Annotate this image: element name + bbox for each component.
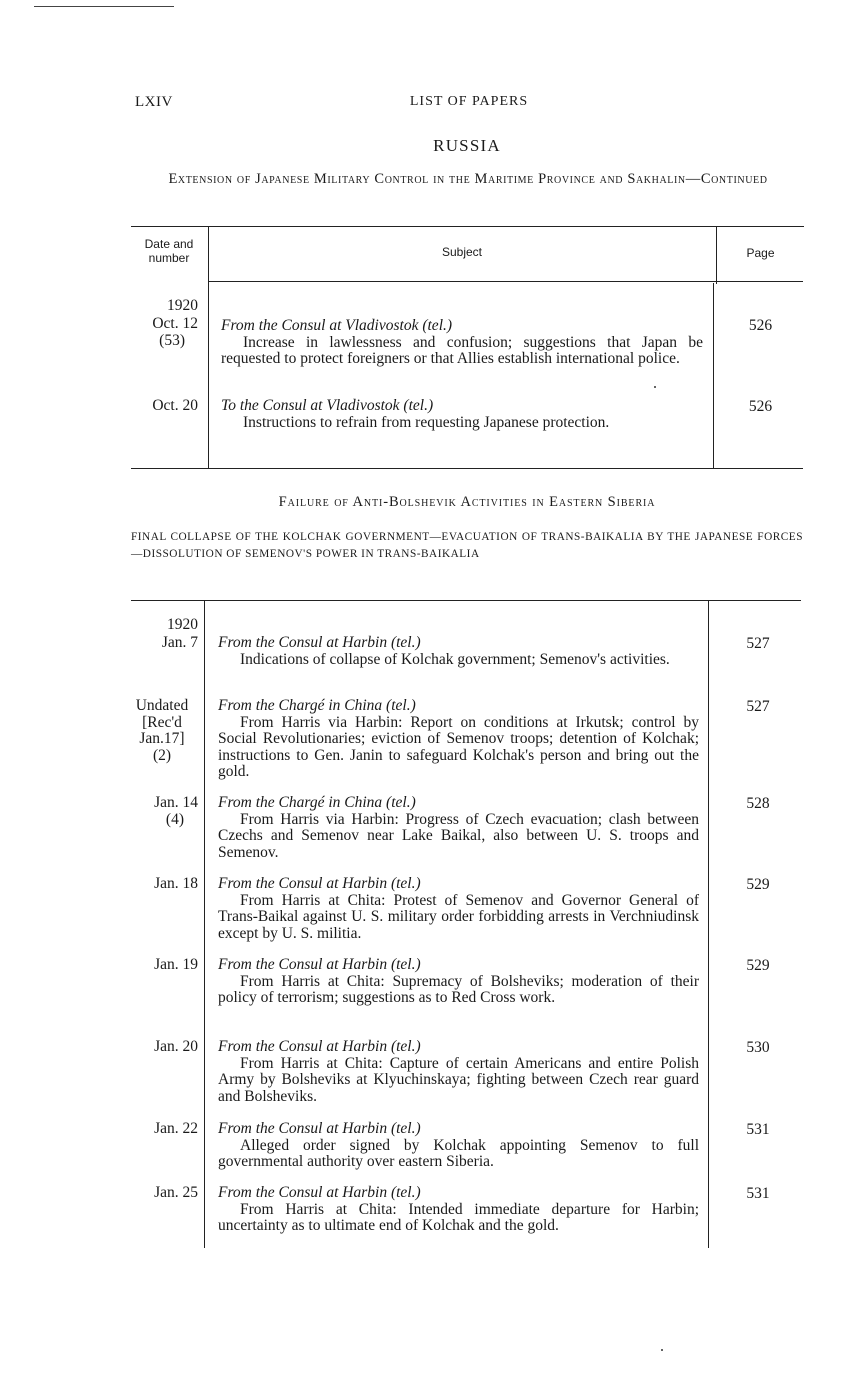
description: From Harris at Chita: Capture of certain Americans and entire Polish Army by Bolsheviks at Klyuchinskaya; fighting between Czech rear guard and Bolsheviks. [218,1054,699,1105]
table2-row6-date [126,1039,198,1056]
table2-row3-date [126,795,198,828]
sender: From the Consul at Harbin (tel.) [218,634,421,651]
speck [661,1349,663,1351]
header-date-number [131,237,207,265]
description: From Harris via Harbin: Report on conditions at Irkutsk; control by Social Revolutionaries; eviction of Semenov troops; detention of Kolchak; instructions to Gen. Janin to safeguard Kolchak's person and bring out the gold. [218,713,699,780]
sender: From the Chargé in China (tel.) [218,697,416,714]
table2-year: 1920 [167,616,198,633]
header-subject: Subject [441,245,483,259]
table1-bottom-rule [131,468,803,469]
description: From Harris at Chita: Supremacy of Bolsheviks; moderation of their policy of terrorism; suggestions as to Red Cross work. [218,972,699,1006]
table2-row8-date [126,1185,198,1202]
table2-row8-subject [218,1185,699,1235]
subsection-title: FINAL COLLAPSE OF THE KOLCHAK GOVERNMENT—EVACUATION OF TRANS-BAIKALIA BY THE JAPANESE FORCES—DISSOLUTION OF SEMENOV'S POWER IN TRANS-BAIKALIA [131,531,803,560]
table2-row7-subject [218,1121,699,1171]
table2-row5-page: 529 [746,957,770,974]
header-date-line2: number [148,251,190,265]
description: Alleged order signed by Kolchak appointing Semenov to full governmental authority over eastern Siberia. [218,1136,699,1170]
sender: From the Chargé in China (tel.) [218,794,416,811]
table1-row1-subject [221,318,703,368]
table2-row1-date [126,635,198,652]
table2-top-rule [131,600,801,601]
date-line: Jan. 14 [154,794,198,811]
table1-row1-date [131,298,198,350]
sender: To the Consul at Vladivostok (tel.) [221,397,434,414]
date-line: Oct. 20 [152,397,198,414]
table2-left-divider [204,600,205,1248]
description: From Harris at Chita: Intended immediate departure for Harbin; uncertainty as to ultimate end of Kolchak and the gold. [218,1200,699,1234]
sender: From the Consul at Harbin (tel.) [218,1038,421,1055]
table1-row1-page: 526 [748,317,773,334]
scan-artifact-line [34,6,174,7]
table1-right-divider [713,283,714,468]
table2-row2-page: 527 [746,698,770,715]
page-number: LXIV [135,94,173,110]
table2-row1-subject [218,635,699,668]
table2-row7-date [126,1121,198,1138]
table2-row2-subject [218,698,699,781]
date-line: 1920 [167,297,198,314]
table2-row5-date [126,957,198,974]
description: Instructions to refrain from requesting Japanese protection. [243,413,610,431]
sender: From the Consul at Harbin (tel.) [218,956,421,973]
date-line: Jan. 25 [154,1184,198,1201]
table2-row2-date [126,698,198,764]
table1-header-rule [209,281,803,282]
table2-row7-page: 531 [746,1121,770,1138]
table1-header-right-divider [716,226,717,284]
sender: From the Consul at Vladivostok (tel.) [221,317,453,334]
date-line: Jan. 18 [154,875,198,892]
table2-row1-page: 527 [746,635,770,652]
date-line: Undated [135,697,189,714]
sender: From the Consul at Harbin (tel.) [218,875,421,892]
table1-left-divider [208,226,209,468]
table2-row8-page: 531 [746,1185,770,1202]
date-line: Jan.17] [139,730,185,747]
date-line: Jan. 22 [154,1120,198,1137]
date-line: (2) [152,746,172,764]
description: From Harris via Harbin: Progress of Czech evacuation; clash between Czechs and Semenov near Lake Baikal, also between U. S. troops and Semenov. [218,810,699,861]
table2-row3-page: 528 [746,795,770,812]
table2-row4-date [126,876,198,893]
country-heading: RUSSIA [433,136,501,155]
sender: From the Consul at Harbin (tel.) [218,1184,421,1201]
section-title: Extension of Japanese Military Control in the Maritime Province and Sakhalin—Continued [168,171,768,187]
table2-row4-page: 529 [746,876,770,893]
table2-row6-page: 530 [746,1039,770,1056]
table2-row3-subject [218,795,699,861]
date-line: Jan. 7 [161,634,198,651]
failure-section-title: Failure of Anti-Bolshevik Activities in Eastern Siberia [278,494,656,510]
date-line: Jan. 19 [154,956,198,973]
description: Indications of collapse of Kolchak government; Semenov's activities. [240,650,670,668]
description: Increase in lawlessness and confusion; suggestions that Japan be requested to protect foreigners or that Allies establish international police. [221,333,703,367]
table1-row2-page: 526 [748,398,773,415]
running-head: LIST OF PAPERS [409,94,529,109]
table2-row6-subject [218,1039,699,1105]
date-line: (4) [165,810,184,828]
table2-row5-subject [218,957,699,1007]
date-line: [Rec'd [142,713,182,731]
table2-row4-subject [218,876,699,942]
description: From Harris at Chita: Protest of Semenov and Governor General of Trans-Baikal against U. S. military order forbidding arrests in Verchniudinsk except by U. S. militia. [218,891,699,942]
sender: From the Consul at Harbin (tel.) [218,1120,421,1137]
date-line: Oct. 12 [152,314,198,332]
date-line: Jan. 20 [154,1038,198,1055]
table1-top-rule [131,226,804,227]
header-page: Page [746,246,775,260]
date-line: (53) [159,332,185,349]
table1-row2-subject [221,398,703,431]
header-date-line1: Date and [144,237,194,251]
speck [654,386,656,388]
table1-row2-date [131,398,198,415]
